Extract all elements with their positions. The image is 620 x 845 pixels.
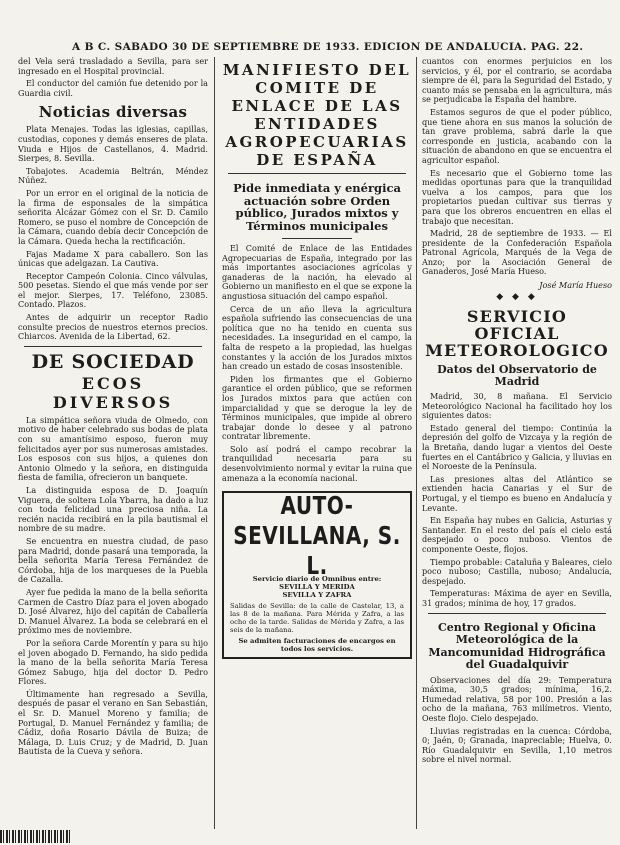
scan-barcode-mark [0, 830, 70, 843]
manifesto-paragraph: Cerca de un año lleva la agricultura española sufriendo las consecuencias de una política que no ha tenido en cuenta sus necesidades. La inseguridad en el campo, la falta de respeto a la propiedad, las huelgas constantes y la acción de los Jurados mixtos han creado un estado de cosas insostenible. [222, 303, 412, 372]
column-left [18, 57, 208, 829]
observation-paragraph: Lluvias registradas en la cuenca: Córdoba, 0; Jaén, 0; Granada, inapreciable; Huelva, 0. Río Guadalquivir en Sevilla, 1,10 metros sobre el nivel normal. [422, 725, 612, 765]
news-item: Tobajotes. Academia Beltrán, Méndez Núñez. [18, 165, 208, 186]
column-right [422, 57, 612, 829]
society-item: Por la señora Carde Morentín y para su hijo el joven abogado D. Fernando, ha sido pedida la mano de la bella señorita María Teresa Gómez Sabugo, hija del doctor D. Pedro Flores. [18, 637, 208, 687]
page-header: A B C. SABADO 30 DE SEPTIEMBRE DE 1933. EDICION DE ANDALUCIA. PAG. 22. [72, 41, 584, 53]
weather-paragraph: Estado general del tiempo: Continúa la depresión del golfo de Vizcaya y la región de la Bretaña, dando lugar a vientos del Oeste fuertes en el Cantábrico y Galicia, y lluvias en el Noroeste de la Península. [422, 422, 612, 472]
manifesto-paragraph: Piden los firmantes que el Gobierno garantice el orden público, que se reformen los Jurados mixtos para que actúen con imparcialidad y que se derogue la ley de Términos municipales, que impide al obrero trabajar donde lo desee y al patrono contratar libremente. [222, 373, 412, 442]
news-item: Fajas Madame X para caballero. Son las únicas que adelgazan. La Cautiva. [18, 248, 208, 269]
advert-route: SEVILLA Y MERIDA [279, 583, 355, 592]
manifesto-paragraph: Solo así podrá el campo recobrar la tranquilidad necesaria para su desenvolvimiento normal y evitar la ruina que amenaza a la economía nacional. [222, 443, 412, 483]
news-item: Por un error en el original de la noticia de la firma de esponsales de la simpática señorita Alcázar Gómez con el Sr. D. Camilo Romero, se puso el nombre de Concepción de la Cámara, cuando debía decir Concepción de la Cámara. Queda hecha la rectificación. [18, 187, 208, 246]
weather-paragraph: Las presiones altas del Atlántico se extienden hacia Canarias y el Sur de Portugal, y el tiempo es bueno en Andalucía y Levante. [422, 473, 612, 513]
observation-paragraph: Observaciones del día 29: Temperatura máxima, 30,5 grados; mínima, 16,2. Humedad relativa, 58 por 100. Presión a las ocho de la mañana, 763 milímetros. Viento, Oeste flojo. Cielo despejado. [422, 674, 612, 723]
intro-paragraph: El conductor del camión fue detenido por la Guardia civil. [18, 78, 208, 98]
society-item: La simpática señora viuda de Olmedo, con motivo de haber celebrado sus bodas de plata con su amantísimo esposo, fueron muy felicitados ayer por sus numerosas amistades. Los esposos con sus hijos, a quienes don Antonio Olmedo y la señora, en distinguida fiesta de familia, ofrecieron un banquete. [18, 414, 208, 483]
news-item: Plata Menajes. Todas las iglesias, capillas, custodias, copones y demás enseres de plata. Viuda e Hijos de Castellanos, 4. Madrid. Sierpes, 8. Sevilla. [18, 124, 208, 164]
auto-sevillana-advert [222, 491, 412, 659]
short-divider [282, 238, 352, 239]
weather-paragraph: Tiempo probable: Cataluña y Baleares, cielo poco nuboso; Castilla, nuboso; Andalucía, despejado. [422, 556, 612, 586]
advert-body: Salidas de Sevilla: de la calle de Castelar, 13, a las 8 de la mañana. Para Mérida y Zafra, a las ocho de la tarde. Salidas de Mérida y Zafra, a las seis de la mañana. [230, 602, 404, 635]
continued-paragraph: Es necesario que el Gobierno tome las medidas oportunas para que la tranquilidad vuelva a los campos, para que los propietarios puedan cultivar sus tierras y para que los obreros encuentren en ellas el trabajo que necesitan. [422, 167, 612, 226]
advert-title: AUTO-SEVILLANA, S. L. [233, 490, 401, 581]
advert-line: Servicio diario de Omnibus entre: [252, 575, 382, 584]
news-item: Receptor Campeón Colonia. Cinco válvulas, 500 pesetas. Siendo el que más vende por ser el mejor. Sierpes, 17. Teléfono, 23085. Contado. Plazos. [18, 270, 208, 310]
sociedad-heading: DE SOCIEDAD [31, 350, 195, 373]
column-middle [222, 57, 412, 829]
society-item: Últimamente han regresado a Sevilla, después de pasar el verano en San Sebastián, el Sr. D. Manuel Moreno y familia; de Portugal, D. Manuel Fernández y familia; de Cádiz, doña Rosario Dávila de Buiza; de Málaga, D. Luis Cruz; y de Madrid, D. Juan Bautista de la Cueva y señora. [18, 688, 208, 757]
society-item: Se encuentra en nuestra ciudad, de paso para Madrid, donde pasará una temporada, la bella señorita María Teresa Fernández de Córdoba, hija de los marqueses de la Puebla de Cazalla. [18, 535, 208, 585]
datos-observatorio-heading: Datos del Observatorio de Madrid [437, 363, 597, 389]
centro-regional-heading: Centro Regional y Oficina Meteorológica de la Mancomunidad Hidrográfica del Guadalquivir [428, 620, 606, 672]
manifesto-heading: MANIFIESTO DEL COMITE DE ENLACE DE LAS ENTIDADES AGROPECUARIAS DE ESPAÑA [222, 61, 412, 169]
weather-paragraph: Madrid, 30, 8 mañana. El Servicio Meteorológico Nacional ha facilitado hoy los siguientes datos: [422, 391, 612, 421]
intro-paragraph: del Vela será trasladado a Sevilla, para ser ingresado en el Hospital provincial. [18, 57, 208, 76]
society-item: La distinguida esposa de D. Joaquín Viguera, de soltera Lola Ybarra, ha dado a luz con toda felicidad una preciosa niña. La recién nacida recibirá en la pila bautismal el nombre de su madre. [18, 485, 208, 534]
society-item: Ayer fue pedida la mano de la bella señorita Carmen de Castro Díaz para el joven abogado D. José Álvarez, hijo del capitán de Caballería D. Manuel Álvarez. La boda se celebrará en el próximo mes de noviembre. [18, 586, 208, 636]
news-item: Antes de adquirir un receptor Radio consulte precios de nuestros eternos precios. Chiarcos. Avenida de la Libertad, 62. [18, 312, 208, 342]
ornament-divider: ◆ ◆ ◆ [496, 292, 538, 303]
continued-paragraph: Estamos seguros de que el poder público, que tiene ahora en sus manos la solución de tan grave problema, sabrá darle la que corresponde en justicia, acabando con la situación de abandono en que se encuentra el agricultor español. [422, 106, 612, 165]
column-rule-1 [214, 57, 215, 829]
section-divider [228, 173, 406, 174]
manifesto-subheading: Pide inmediata y enérgica actuación sobre Orden público, Jurados mixtos y Términos municipales [233, 181, 401, 233]
column-rule-2 [416, 57, 417, 829]
weather-paragraph: Temperaturas: Máxima de ayer en Sevilla, 31 grados; mínima de hoy, 17 grados. [422, 588, 612, 608]
servicio-meteorologico-heading: SERVICIO OFICIAL METEOROLOGICO [425, 307, 609, 361]
section-divider [24, 346, 202, 347]
noticias-diversas-heading: Noticias diversas [38, 103, 188, 122]
advert-footer: Se admiten facturaciones de encargos en todos los servicios. [238, 637, 396, 654]
signature: José María Hueso [539, 280, 612, 291]
advert-route: SEVILLA Y ZAFRA [282, 591, 352, 600]
weather-paragraph: En España hay nubes en Galicia, Asturias y Santander. En el resto del país el cielo está despejado o poco nuboso. Vientos de componente Oeste, flojos. [422, 515, 612, 554]
ecos-diversos-heading: ECOS DIVERSOS [52, 373, 174, 412]
continued-paragraph: cuantos con enormes perjuicios en los servicios, y él, por el contrario, se acordaba siempre de él, para la Seguridad del Estado, y cuanto más se pensaba en la agricultura, más se perjudicaba la España del hambre. [422, 57, 612, 105]
manifesto-paragraph: El Comité de Enlace de las Entidades Agropecuarias de España, integrado por las más importantes asociaciones agrícolas y ganaderas de la nación, ha elevado al Gobierno un manifiesto en el que se expone la angustiosa situación del campo español. [222, 243, 412, 301]
continued-paragraph: Madrid, 28 de septiembre de 1933. — El presidente de la Confederación Española Patronal Agrícola, Marqués de la Vega de Anzo; por la Asociación General de Ganaderos, José María Hueso. [422, 228, 612, 277]
section-divider [428, 613, 606, 614]
